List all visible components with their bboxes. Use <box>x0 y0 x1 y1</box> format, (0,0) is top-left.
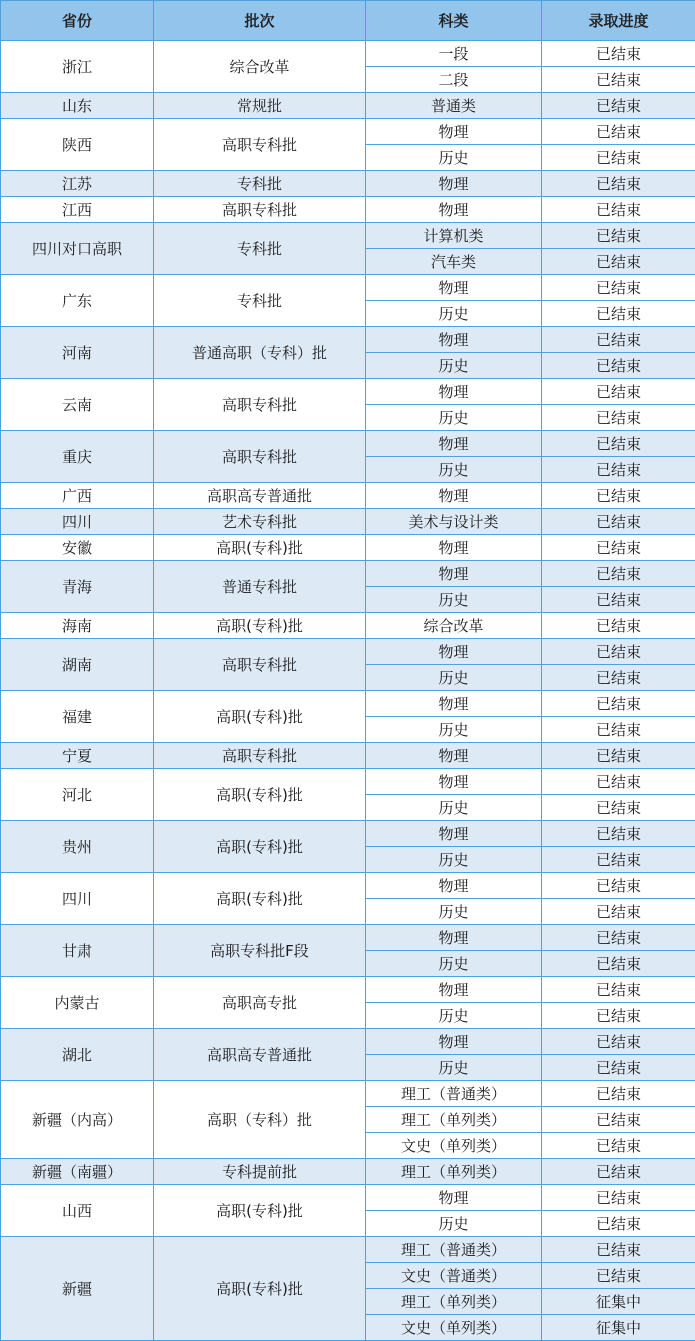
batch-cell: 普通高职（专科）批 <box>154 327 366 379</box>
subject-cell: 历史 <box>366 795 542 821</box>
subject-cell: 计算机类 <box>366 223 542 249</box>
status-cell: 已结束 <box>542 1159 695 1185</box>
batch-cell: 高职专科批 <box>154 119 366 171</box>
subject-cell: 历史 <box>366 353 542 379</box>
subject-cell: 物理 <box>366 171 542 197</box>
status-cell: 已结束 <box>542 743 695 769</box>
subject-cell: 文史（普通类） <box>366 1263 542 1289</box>
batch-cell: 高职(专科)批 <box>154 691 366 743</box>
table-row <box>1 41 695 67</box>
batch-cell: 专科批 <box>154 275 366 327</box>
batch-cell: 综合改革 <box>154 41 366 93</box>
subject-cell: 历史 <box>366 717 542 743</box>
table-row <box>1 873 695 899</box>
table-row <box>1 197 695 223</box>
status-cell: 已结束 <box>542 353 695 379</box>
status-cell: 已结束 <box>542 379 695 405</box>
subject-cell: 汽车类 <box>366 249 542 275</box>
batch-cell: 常规批 <box>154 93 366 119</box>
subject-cell: 文史（单列类） <box>366 1133 542 1159</box>
subject-cell: 理工（普通类） <box>366 1081 542 1107</box>
table-row <box>1 691 695 717</box>
table-row <box>1 275 695 301</box>
batch-cell: 高职(专科)批 <box>154 821 366 873</box>
subject-cell: 历史 <box>366 847 542 873</box>
status-cell: 已结束 <box>542 1029 695 1055</box>
subject-cell: 历史 <box>366 1211 542 1237</box>
status-cell: 已结束 <box>542 925 695 951</box>
province-cell: 四川 <box>1 509 154 535</box>
table-row <box>1 509 695 535</box>
status-cell: 已结束 <box>542 587 695 613</box>
batch-cell: 高职专科批 <box>154 743 366 769</box>
batch-cell: 高职高专批 <box>154 977 366 1029</box>
table-row <box>1 1237 695 1263</box>
subject-cell: 物理 <box>366 275 542 301</box>
table-row <box>1 639 695 665</box>
subject-cell: 历史 <box>366 301 542 327</box>
subject-cell: 物理 <box>366 977 542 1003</box>
status-cell: 已结束 <box>542 1081 695 1107</box>
province-cell: 江苏 <box>1 171 154 197</box>
status-cell: 已结束 <box>542 327 695 353</box>
subject-cell: 物理 <box>366 873 542 899</box>
province-cell: 山西 <box>1 1185 154 1237</box>
table-row <box>1 743 695 769</box>
status-cell: 已结束 <box>542 639 695 665</box>
table-row <box>1 561 695 587</box>
status-cell: 征集中 <box>542 1289 695 1315</box>
batch-cell: 高职高专普通批 <box>154 1029 366 1081</box>
subject-cell: 物理 <box>366 379 542 405</box>
subject-cell: 历史 <box>366 899 542 925</box>
province-cell: 湖南 <box>1 639 154 691</box>
status-cell: 已结束 <box>542 951 695 977</box>
province-cell: 新疆（内高） <box>1 1081 154 1159</box>
header-row <box>1 1 695 41</box>
subject-cell: 文史（单列类） <box>366 1315 542 1341</box>
table-row <box>1 977 695 1003</box>
table-body <box>1 41 695 1341</box>
batch-cell: 高职（专科）批 <box>154 1081 366 1159</box>
subject-cell: 历史 <box>366 587 542 613</box>
batch-cell: 普通专科批 <box>154 561 366 613</box>
subject-cell: 物理 <box>366 639 542 665</box>
table-row <box>1 483 695 509</box>
table-row <box>1 925 695 951</box>
status-cell: 已结束 <box>542 665 695 691</box>
table-row <box>1 119 695 145</box>
table-row <box>1 431 695 457</box>
status-cell: 已结束 <box>542 1237 695 1263</box>
subject-cell: 美术与设计类 <box>366 509 542 535</box>
status-cell: 已结束 <box>542 613 695 639</box>
subject-cell: 物理 <box>366 691 542 717</box>
batch-cell: 高职(专科)批 <box>154 613 366 639</box>
subject-cell: 历史 <box>366 1055 542 1081</box>
batch-cell: 艺术专科批 <box>154 509 366 535</box>
subject-cell: 历史 <box>366 665 542 691</box>
status-cell: 已结束 <box>542 691 695 717</box>
subject-cell: 理工（单列类） <box>366 1107 542 1133</box>
status-cell: 已结束 <box>542 1211 695 1237</box>
province-cell: 甘肃 <box>1 925 154 977</box>
batch-cell: 高职(专科)批 <box>154 1185 366 1237</box>
status-cell: 已结束 <box>542 1003 695 1029</box>
table-row <box>1 93 695 119</box>
subject-cell: 物理 <box>366 1029 542 1055</box>
status-cell: 已结束 <box>542 1055 695 1081</box>
status-cell: 已结束 <box>542 1133 695 1159</box>
subject-cell: 物理 <box>366 535 542 561</box>
status-cell: 已结束 <box>542 977 695 1003</box>
province-cell: 重庆 <box>1 431 154 483</box>
status-cell: 已结束 <box>542 769 695 795</box>
table-row <box>1 613 695 639</box>
status-cell: 已结束 <box>542 431 695 457</box>
status-cell: 已结束 <box>542 275 695 301</box>
province-cell: 浙江 <box>1 41 154 93</box>
batch-cell: 高职专科批 <box>154 431 366 483</box>
table-row <box>1 1159 695 1185</box>
table-row <box>1 1029 695 1055</box>
status-cell: 已结束 <box>542 301 695 327</box>
province-cell: 湖北 <box>1 1029 154 1081</box>
batch-cell: 高职(专科)批 <box>154 873 366 925</box>
status-cell: 已结束 <box>542 405 695 431</box>
batch-cell: 高职(专科)批 <box>154 769 366 821</box>
province-cell: 贵州 <box>1 821 154 873</box>
batch-cell: 专科提前批 <box>154 1159 366 1185</box>
status-cell: 已结束 <box>542 1263 695 1289</box>
province-cell: 云南 <box>1 379 154 431</box>
header-province: 省份 <box>1 1 154 41</box>
status-cell: 已结束 <box>542 41 695 67</box>
status-cell: 已结束 <box>542 561 695 587</box>
status-cell: 已结束 <box>542 847 695 873</box>
subject-cell: 历史 <box>366 405 542 431</box>
status-cell: 征集中 <box>542 1315 695 1341</box>
subject-cell: 理工（普通类） <box>366 1237 542 1263</box>
header-batch: 批次 <box>154 1 366 41</box>
status-cell: 已结束 <box>542 145 695 171</box>
batch-cell: 高职专科批 <box>154 379 366 431</box>
table-row <box>1 1185 695 1211</box>
subject-cell: 综合改革 <box>366 613 542 639</box>
status-cell: 已结束 <box>542 171 695 197</box>
subject-cell: 理工（单列类） <box>366 1159 542 1185</box>
province-cell: 江西 <box>1 197 154 223</box>
batch-cell: 高职专科批 <box>154 639 366 691</box>
subject-cell: 物理 <box>366 821 542 847</box>
subject-cell: 物理 <box>366 197 542 223</box>
province-cell: 宁夏 <box>1 743 154 769</box>
status-cell: 已结束 <box>542 795 695 821</box>
status-cell: 已结束 <box>542 873 695 899</box>
table-row <box>1 327 695 353</box>
province-cell: 新疆（南疆） <box>1 1159 154 1185</box>
batch-cell: 高职专科批F段 <box>154 925 366 977</box>
status-cell: 已结束 <box>542 93 695 119</box>
subject-cell: 物理 <box>366 743 542 769</box>
status-cell: 已结束 <box>542 1185 695 1211</box>
subject-cell: 历史 <box>366 457 542 483</box>
batch-cell: 专科批 <box>154 223 366 275</box>
subject-cell: 物理 <box>366 1185 542 1211</box>
subject-cell: 物理 <box>366 561 542 587</box>
status-cell: 已结束 <box>542 717 695 743</box>
table-row <box>1 171 695 197</box>
province-cell: 广东 <box>1 275 154 327</box>
status-cell: 已结束 <box>542 67 695 93</box>
status-cell: 已结束 <box>542 899 695 925</box>
status-cell: 已结束 <box>542 535 695 561</box>
batch-cell: 高职(专科)批 <box>154 535 366 561</box>
province-cell: 河南 <box>1 327 154 379</box>
subject-cell: 一段 <box>366 41 542 67</box>
subject-cell: 物理 <box>366 769 542 795</box>
batch-cell: 高职高专普通批 <box>154 483 366 509</box>
table-row <box>1 535 695 561</box>
status-cell: 已结束 <box>542 197 695 223</box>
subject-cell: 二段 <box>366 67 542 93</box>
province-cell: 青海 <box>1 561 154 613</box>
subject-cell: 物理 <box>366 925 542 951</box>
province-cell: 安徽 <box>1 535 154 561</box>
status-cell: 已结束 <box>542 457 695 483</box>
province-cell: 陕西 <box>1 119 154 171</box>
province-cell: 新疆 <box>1 1237 154 1341</box>
province-cell: 内蒙古 <box>1 977 154 1029</box>
table-row <box>1 223 695 249</box>
table-row <box>1 379 695 405</box>
table-row <box>1 1081 695 1107</box>
header-status: 录取进度 <box>542 1 695 41</box>
batch-cell: 高职(专科)批 <box>154 1237 366 1341</box>
subject-cell: 理工（单列类） <box>366 1289 542 1315</box>
subject-cell: 物理 <box>366 119 542 145</box>
status-cell: 已结束 <box>542 1107 695 1133</box>
table-row <box>1 769 695 795</box>
header-subject: 科类 <box>366 1 542 41</box>
status-cell: 已结束 <box>542 821 695 847</box>
province-cell: 福建 <box>1 691 154 743</box>
subject-cell: 历史 <box>366 1003 542 1029</box>
status-cell: 已结束 <box>542 223 695 249</box>
province-cell: 河北 <box>1 769 154 821</box>
subject-cell: 历史 <box>366 145 542 171</box>
status-cell: 已结束 <box>542 509 695 535</box>
status-cell: 已结束 <box>542 483 695 509</box>
province-cell: 广西 <box>1 483 154 509</box>
province-cell: 海南 <box>1 613 154 639</box>
status-cell: 已结束 <box>542 249 695 275</box>
table-row <box>1 821 695 847</box>
subject-cell: 历史 <box>366 951 542 977</box>
province-cell: 四川对口高职 <box>1 223 154 275</box>
subject-cell: 物理 <box>366 431 542 457</box>
status-cell: 已结束 <box>542 119 695 145</box>
subject-cell: 物理 <box>366 483 542 509</box>
province-cell: 山东 <box>1 93 154 119</box>
batch-cell: 专科批 <box>154 171 366 197</box>
subject-cell: 普通类 <box>366 93 542 119</box>
province-cell: 四川 <box>1 873 154 925</box>
batch-cell: 高职专科批 <box>154 197 366 223</box>
subject-cell: 物理 <box>366 327 542 353</box>
